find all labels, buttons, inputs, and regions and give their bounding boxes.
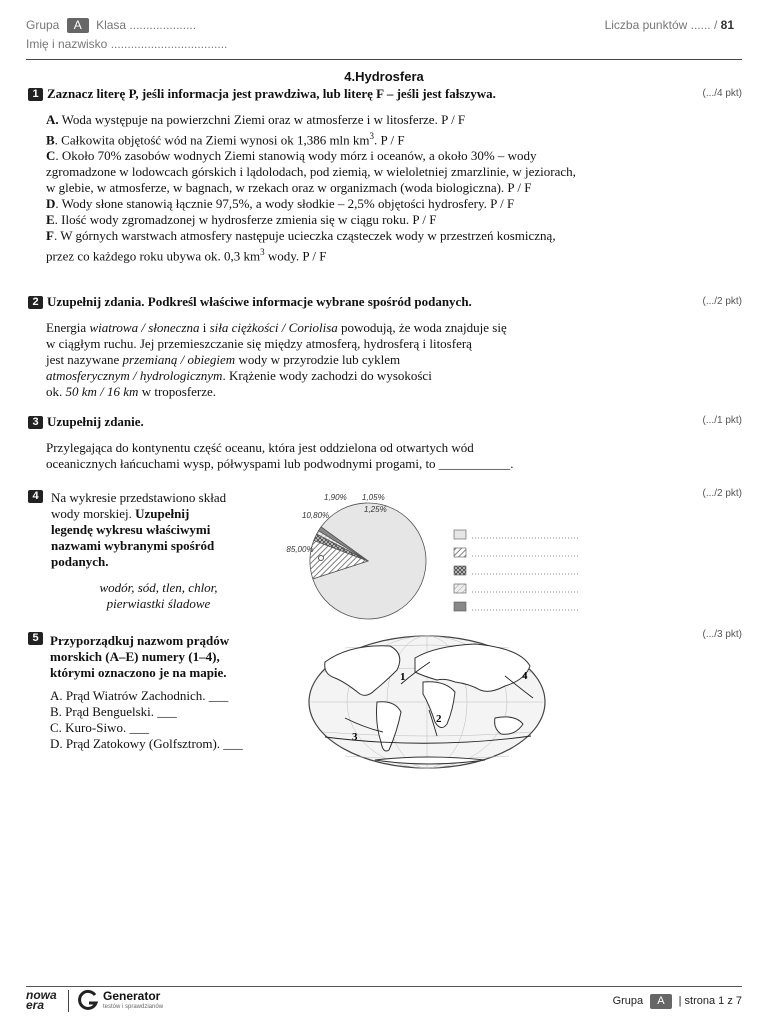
q1-text-c: . Około 70% zasobów wodnych Ziemi stanowią wody mórz i oceanów, a około 30% – wody zgromadzone w lodowcach górskich i lądolodach, pod ziemią, w wieloletniej zmarzlinie, w jeziorach, w glebie, w atmosferze, w bagnach, w rzekach oraz w organizmach (woda biologiczna). P / F [46, 148, 576, 196]
q1-text-b: . Całkowita objętość wód na Ziemi wynosi ok 1,386 mln km [54, 132, 370, 148]
q2-choice-energy[interactable]: wiatrowa / słoneczna [89, 320, 200, 335]
q2-instruction [28, 294, 472, 310]
q4-body [51, 490, 266, 612]
q1-text: Zaznacz literę P, jeśli informacja jest prawdziwa, lub literę F – jeśli jest fałszywa. [47, 86, 496, 101]
q2-choice-type[interactable]: atmosferycznym / hydrologicznym [46, 368, 223, 383]
map-label-2: 2 [436, 713, 442, 725]
q2-text: Uzupełnij zdania. Podkreśl właściwe informacje wybrane spośród podanych. [47, 294, 472, 309]
group-badge: A [67, 18, 89, 33]
pie-label-4: 1,05% [362, 493, 385, 502]
q5-number-wrap [28, 630, 47, 646]
q1-after-f: wody. P / F [264, 248, 327, 264]
logo-word-1: nowa [26, 988, 57, 1002]
q1-letter-f: F [46, 228, 54, 244]
pie-legend [454, 530, 578, 611]
q2-body [46, 320, 586, 400]
nowa-era-logo [26, 990, 57, 1010]
q1-instruction [28, 86, 496, 102]
q4-l2b: Uzupełnij [135, 506, 190, 521]
q5-item-c[interactable]: C. Kuro-Siwo. ___ [50, 720, 149, 735]
q1-points: (.../4 pkt) [702, 88, 742, 99]
q5-line-2: morskich (A–E) numery (1–4), [50, 649, 220, 664]
q3-line-1: Przylegająca do kontynentu część oceanu, która jest oddzielona od otwartych wód [46, 440, 474, 455]
q1-item-b [46, 128, 576, 148]
q3-line-2[interactable]: oceanicznych łańcuchami wysp, półwyspami lub podwodnymi progami, to ___________. [46, 456, 514, 471]
generator-title: Generator [103, 989, 161, 1003]
header-group [26, 18, 196, 33]
q4-line-3: legendę wykresu właściwymi [51, 522, 211, 537]
legend-swatch-5 [454, 602, 466, 611]
map-label-4: 4 [522, 670, 528, 682]
footer-group-label: Grupa [612, 995, 644, 1007]
footer-rule [26, 986, 742, 987]
footer-page-number: | strona 1 z 7 [678, 995, 742, 1007]
q1-text-e: . Ilość wody zgromadzonej w hydrosferze zmienia się w ciągu roku. P / F [54, 212, 437, 228]
q2-l3c: wody w przyrodzie lub cyklem [235, 352, 401, 367]
legend-swatch-4 [454, 584, 466, 593]
q2-l1a: Energia [46, 320, 90, 335]
q3-points: (.../1 pkt) [702, 415, 742, 426]
pie-slices [310, 503, 426, 619]
q2-l5c: w troposferze. [138, 384, 217, 399]
q2-line-4 [46, 368, 586, 384]
q4-number-wrap [28, 488, 47, 504]
q5-item-a[interactable]: A. Prąd Wiatrów Zachodnich. ___ [50, 688, 229, 703]
q1-items [46, 112, 576, 265]
q1-letter-e: E [46, 212, 55, 228]
q1-sup-b: 3 [369, 131, 375, 141]
q2-l5a: ok. [46, 384, 66, 399]
q3-body [46, 440, 606, 472]
q1-text-a: Woda występuje na powierzchni Ziemi oraz w atmosferze i w litosferze. P / F [61, 112, 466, 127]
pie-label-marker [319, 556, 324, 561]
q2-choice-cycle[interactable]: przemianą / obiegiem [122, 352, 236, 367]
q2-l3a: jest nazywane [46, 352, 123, 367]
q5-line-3: którymi oznaczono je na mapie. [50, 665, 227, 680]
header-rule [26, 59, 742, 60]
legend-swatch-2 [454, 548, 466, 557]
q4-line-1: Na wykresie przedstawiono skład [51, 490, 227, 505]
pie-chart [278, 488, 608, 623]
q5-line-1: Przyporządkuj nazwom prądów [50, 633, 230, 648]
q5-item-d[interactable]: D. Prąd Zatokowy (Golfsztrom). ___ [50, 736, 243, 751]
legend-swatch-1 [454, 530, 466, 539]
q1-text-d: . Wody słone stanowią łącznie 97,5%, a wody słodkie – 2,5% objętości hydrosfery. P / F [55, 196, 515, 212]
map-label-1: 1 [400, 671, 406, 683]
logo-word-2: era [26, 998, 45, 1012]
q1-after-b: . P / F [374, 132, 405, 148]
pie-label-2: 10,80% [302, 511, 330, 520]
generator-subtitle: testów i sprawdzianów [103, 1004, 164, 1010]
pie-label-3: 1,90% [324, 493, 347, 502]
q1-letter-a: A. [46, 112, 59, 127]
page-title: 4.Hydrosfera [344, 69, 424, 84]
q1-item-a [46, 112, 576, 128]
q3-text: Uzupełnij zdanie. [47, 414, 144, 429]
points-total: 81 [720, 18, 734, 32]
q1-item-f [46, 228, 576, 264]
q2-number: 2 [28, 296, 43, 309]
legend-swatch-3 [454, 566, 466, 575]
q2-choice-height[interactable]: 50 km / 16 km [65, 384, 139, 399]
points-header [605, 18, 734, 32]
q3-number: 3 [28, 416, 43, 429]
q2-l1e: powodują, że woda znajduje się [337, 320, 507, 335]
q1-sup-f: 3 [260, 247, 265, 258]
q1-item-d [46, 196, 576, 212]
q2-points: (.../2 pkt) [702, 296, 742, 307]
footer-page-info [613, 994, 742, 1009]
q4-l2a: wody morskiej. [51, 506, 136, 521]
map-label-3: 3 [352, 731, 358, 743]
world-map [305, 632, 550, 772]
pie-label-1: 85,00% [286, 545, 314, 554]
q4-line-2 [51, 506, 266, 522]
q1-text-f: . W górnych warstwach atmosfery następuje ucieczka cząsteczek wody w przestrzeń kosmiczną, przez co każdego roku ubywa ok. 0,3 km [46, 228, 556, 264]
q4-line-4: nazwami wybranymi spośród [51, 538, 215, 553]
q2-line-3 [46, 352, 586, 368]
q2-l4b: . Krążenie wody zachodzi do wysokości [222, 368, 432, 383]
q1-letter-b: B [46, 132, 55, 148]
q4-words-1: wodór, sód, tlen, chlor, [99, 580, 218, 595]
q2-line-5 [46, 384, 586, 400]
generator-brand [103, 990, 163, 1011]
footer-group-badge: A [650, 994, 671, 1009]
class-field: Klasa .................... [96, 18, 197, 32]
q5-number: 5 [28, 632, 43, 645]
q1-letter-c: C [46, 148, 56, 164]
q3-instruction [28, 414, 144, 430]
q4-line-5: podanych. [51, 554, 109, 569]
generator-logo-icon [77, 989, 99, 1011]
q4-words-2: pierwiastki śladowe [106, 596, 211, 611]
logo-divider [68, 990, 69, 1012]
q2-choice-force[interactable]: siła ciężkości / Coriolisa [209, 320, 338, 335]
q5-points: (.../3 pkt) [702, 629, 742, 640]
q2-line-2: w ciągłym ruchu. Jej przemieszczanie się między atmosferą, hydrosferą i litosferą [46, 336, 472, 351]
q5-item-b[interactable]: B. Prąd Benguelski. ___ [50, 704, 177, 719]
q5-body [50, 633, 280, 752]
pie-label-5: 1,25% [364, 505, 387, 514]
q4-number: 4 [28, 490, 43, 503]
q1-letter-d: D [46, 196, 56, 212]
group-label: Grupa [26, 18, 60, 32]
q1-number: 1 [28, 88, 43, 101]
q4-points: (.../2 pkt) [702, 488, 742, 499]
q2-line-1 [46, 320, 586, 336]
q1-item-e [46, 212, 576, 228]
q1-item-c [46, 148, 576, 196]
name-field: Imię i nazwisko ................................... [26, 37, 228, 51]
points-label: Liczba punktów ...... / [604, 18, 718, 32]
q2-l1c: i [199, 320, 210, 335]
